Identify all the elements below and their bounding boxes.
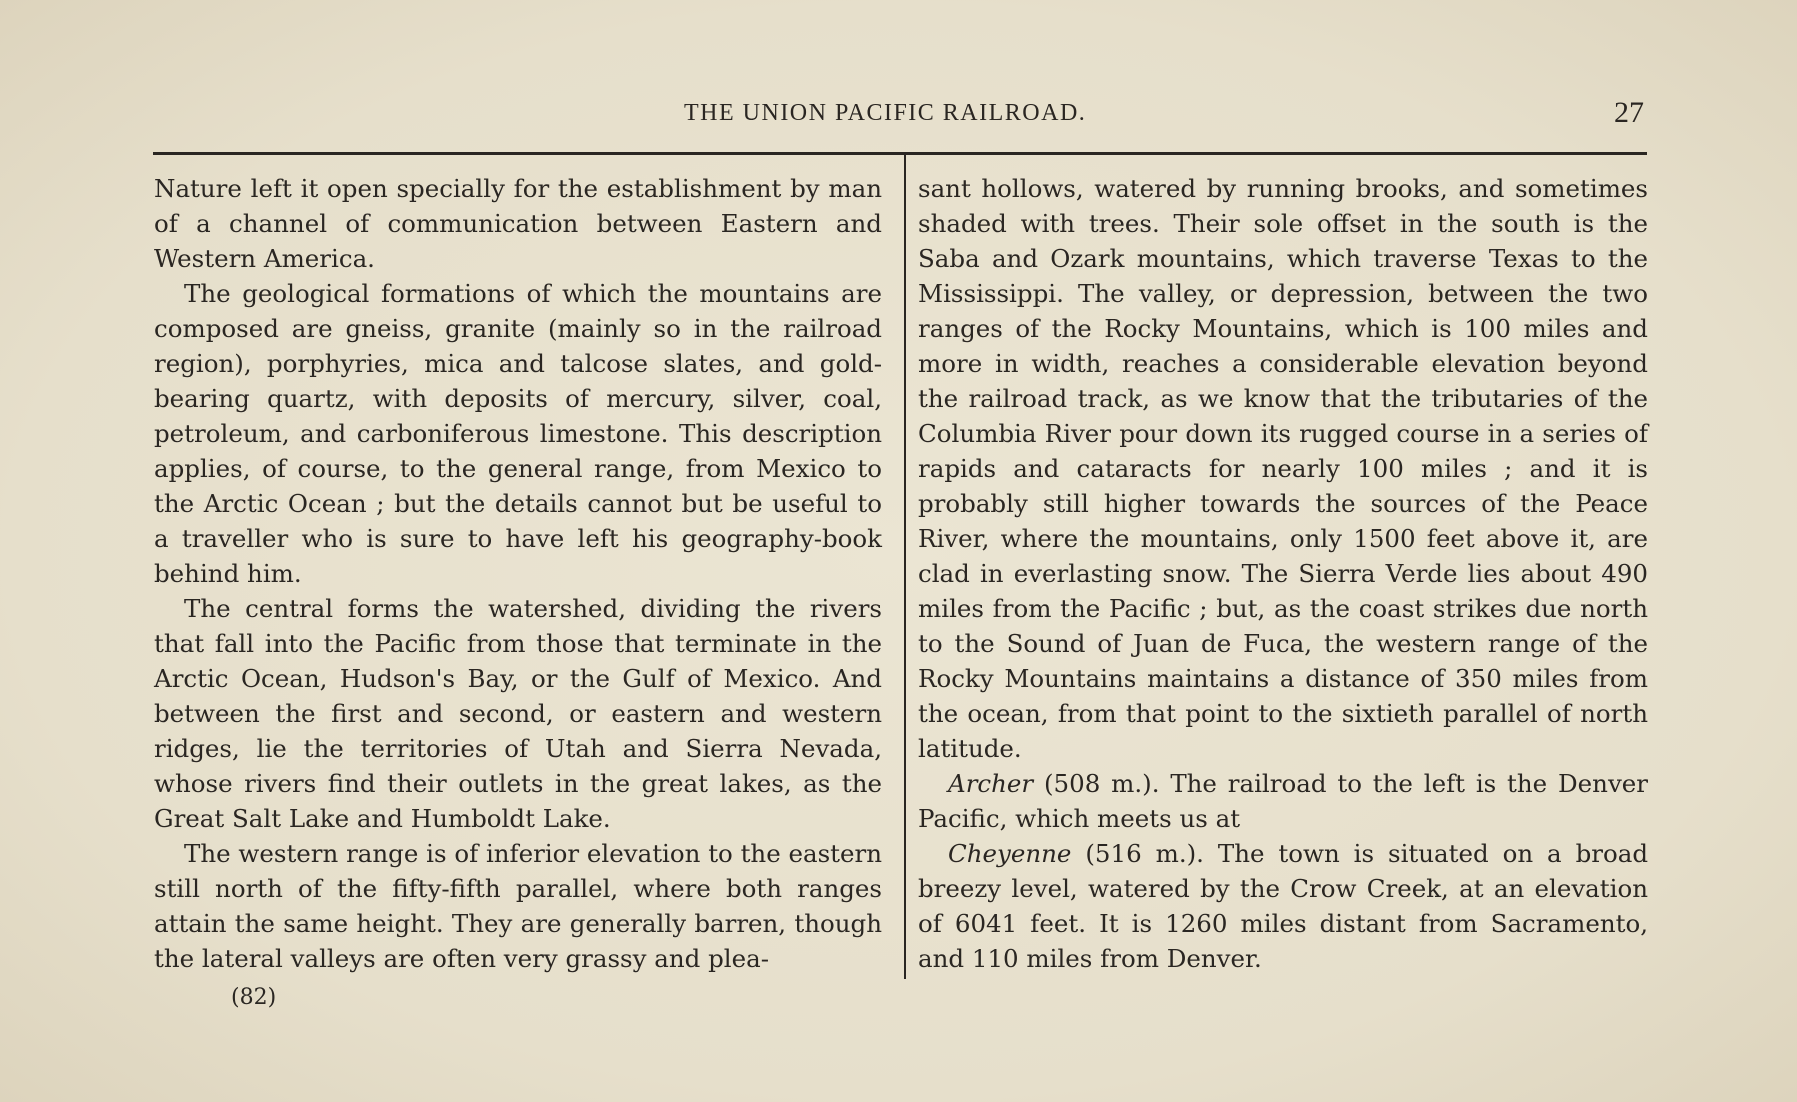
left-paragraph-2: The geological formations of which the mountains are composed are gneiss, granite (mainly so in the railroad region), porphyries, mica and talcose slates, and gold-bearing quartz, with deposits of mercury, silver, coal, petroleum, and carboniferous limestone. This description applies, of course, to the general range, from Mexico to the Arctic Ocean ; but the details cannot but be useful to a traveller who is sure to have left his geography-book behind him. (154, 279, 882, 588)
header-rule (153, 152, 1647, 155)
right-column (918, 171, 1648, 976)
right-paragraph-2 (918, 766, 1648, 836)
right-paragraph-3 (918, 836, 1648, 976)
place-name-archer: Archer (948, 769, 1034, 798)
left-column (154, 171, 882, 976)
left-paragraph-4: The western range is of inferior elevation to the eastern still north of the fifty-fifth parallel, where both ranges attain the same height. They are generally barren, though the lateral valleys are often very grassy and plea- (154, 839, 883, 973)
left-paragraph-1: Nature left it open specially for the establishment by man of a channel of communication between Eastern and Western America. (154, 174, 882, 273)
place-name-cheyenne: Cheyenne (948, 839, 1072, 868)
archer-text: (508 m.). The railroad to the left is the Denver Pacific, which meets us at (918, 769, 1648, 833)
signature-mark: (82) (231, 985, 277, 1010)
page-number: 27 (1614, 96, 1644, 129)
column-divider (904, 153, 906, 979)
left-paragraph-3: The central forms the watershed, dividing the rivers that fall into the Pacific from those that terminate in the Arctic Ocean, Hudson's Bay, or the Gulf of Mexico. And between the first and second, or eastern and western ridges, lie the territories of Utah and Sierra Nevada, whose rivers find their outlets in the great lakes, as the Great Salt Lake and Humboldt Lake. (154, 594, 882, 833)
running-title: THE UNION PACIFIC RAILROAD. (684, 100, 1087, 126)
right-paragraph-1: sant hollows, watered by running brooks, and sometimes shaded with trees. Their sole offset in the south is the Saba and Ozark mountains, which traverse Texas to the Mississippi. The valley, or depression, between the two ranges of the Rocky Mountains, which is 100 miles and more in width, reaches a considerable elevation beyond the railroad track, as we know that the tributaries of the Columbia River pour down its rugged course in a series of rapids and cataracts for nearly 100 miles ; and it is probably still higher towards the sources of the Peace River, where the mountains, only 1500 feet above it, are clad in everlasting snow. The Sierra Verde lies about 490 miles from the Pacific ; but, as the coast strikes due north to the Sound of Juan de Fuca, the western range of the Rocky Mountains maintains a distance of 350 miles from the ocean, from that point to the sixtieth parallel of north latitude. (918, 174, 1648, 763)
cheyenne-text: (516 m.). The town is situated on a broad breezy level, watered by the Crow Creek, at an elevation of 6041 feet. It is 1260 miles distant from Sacramento, and 110 miles from Denver. (918, 839, 1648, 973)
